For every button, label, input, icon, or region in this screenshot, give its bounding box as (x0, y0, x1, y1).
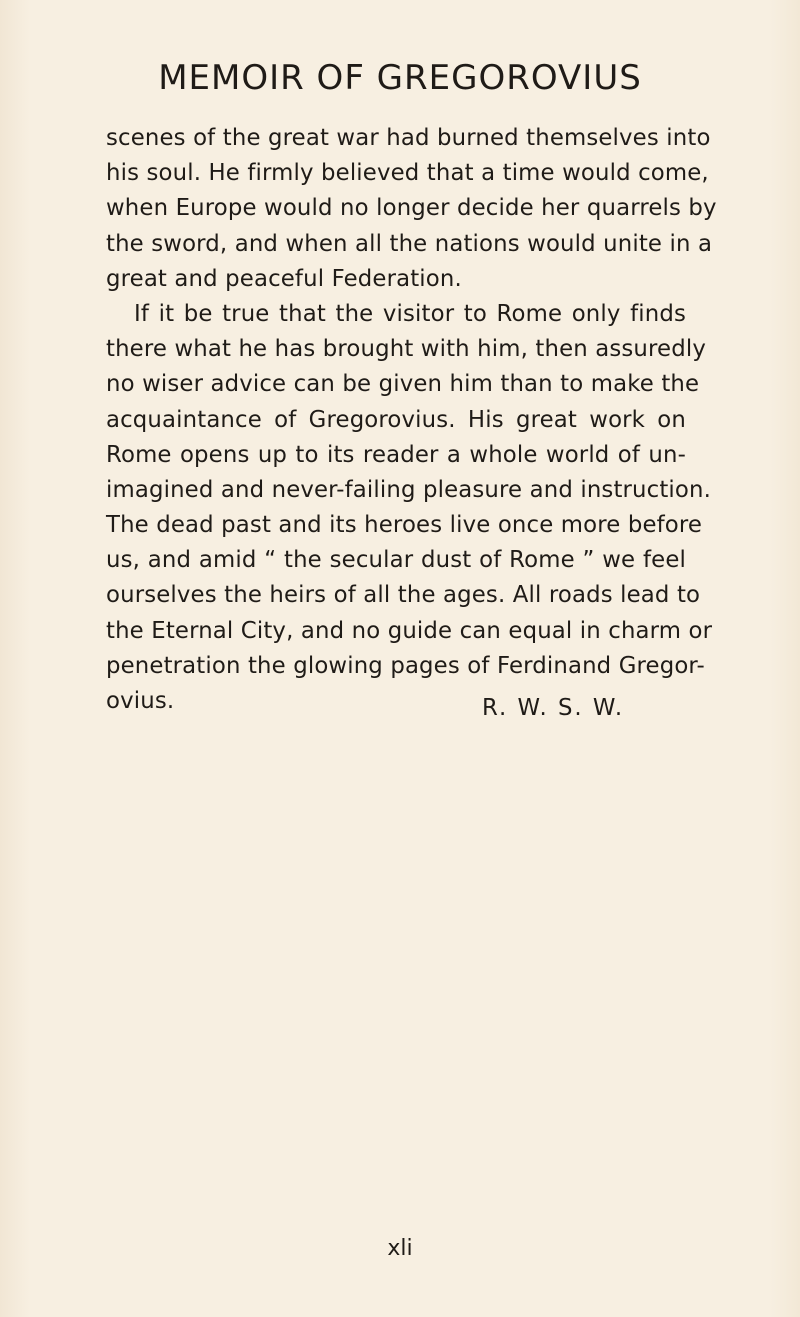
text-line: when Europe would no longer decide her quarrels by (106, 195, 717, 222)
author-initials: R. W. S. W. (482, 695, 625, 721)
text-line: no wiser advice can be given him than to make the (106, 371, 700, 398)
text-line: there what he has brought with him, then assuredly (106, 336, 706, 363)
text-line: The dead past and its heroes live once more before (106, 512, 703, 539)
page-number: xli (387, 1236, 413, 1261)
text-line: penetration the glowing pages of Ferdinand Gregor- (106, 652, 705, 679)
text-line: ovius. (106, 688, 175, 714)
text-line: imagined and never-failing pleasure and instruction. (106, 476, 712, 503)
text-line: acquaintance of Gregorovius. His great work on (106, 406, 686, 433)
text-line: great and peaceful Federation. (106, 265, 462, 292)
text-line: the sword, and when all the nations would unite in a (106, 230, 713, 257)
running-head: MEMOIR OF GREGOROVIUS (158, 58, 642, 98)
text-line: Rome opens up to its reader a whole world of un- (106, 441, 686, 468)
text-line: ourselves the heirs of all the ages. All roads lead to (106, 582, 701, 609)
text-line: scenes of the great war had burned themselves into (106, 125, 711, 151)
text-line: his soul. He firmly believed that a time would come, (106, 160, 709, 187)
text-line: the Eternal City, and no guide can equal in charm or (106, 617, 713, 644)
text-line: us, and amid “ the secular dust of Rome ” we feel (106, 547, 686, 574)
body-text (106, 121, 717, 719)
text-line: If it be true that the visitor to Rome only finds (134, 300, 686, 327)
